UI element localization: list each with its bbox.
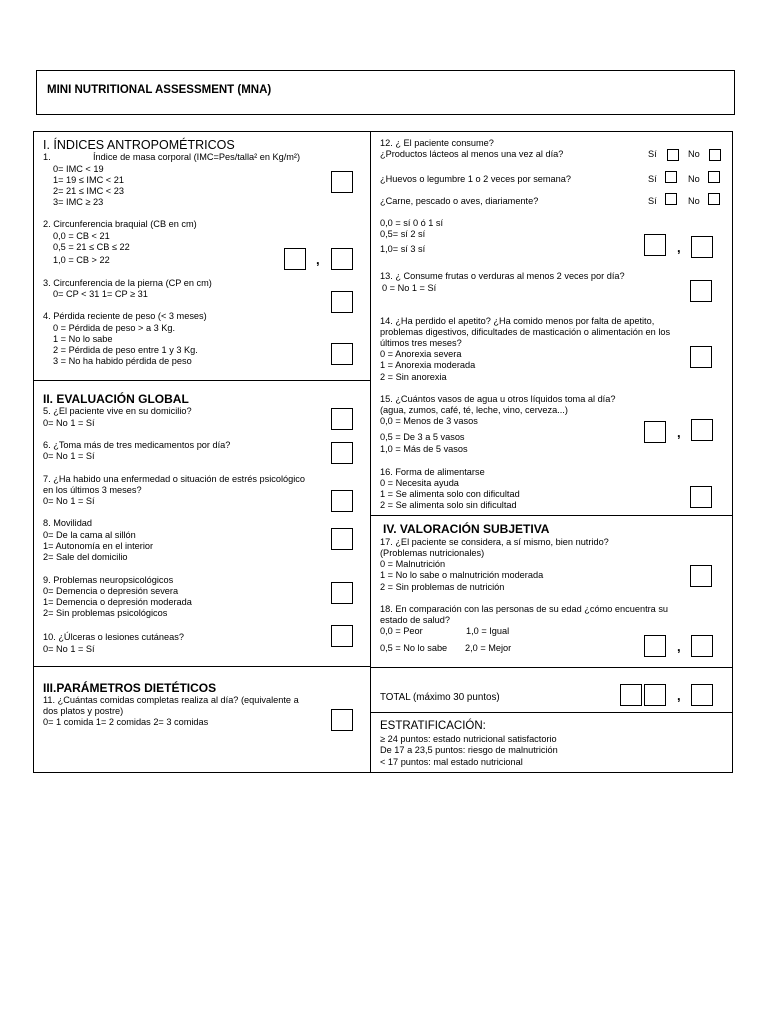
q7-score-box[interactable] <box>331 490 353 512</box>
total-score-box-tens[interactable] <box>620 684 642 706</box>
q18-decimal-comma: , <box>677 639 681 654</box>
q5-title: 5. ¿El paciente vive en su domicilio? <box>43 406 192 416</box>
q1-option: 3= IMC ≥ 23 <box>53 197 104 207</box>
q17-title: 17. ¿El paciente se considera, a sí mismo, bien nutrido? <box>380 537 609 547</box>
q15-score-box-units[interactable] <box>644 421 666 443</box>
divider-s2-s3 <box>33 666 370 667</box>
q15-option: 1,0 = Más de 5 vasos <box>380 444 468 454</box>
q9-option: 1= Demencia o depresión moderada <box>43 597 192 607</box>
q4-option: 3 = No ha habido pérdida de peso <box>53 356 192 366</box>
q2-score-box-units[interactable] <box>284 248 306 270</box>
section-4-heading: IV. VALORACIÓN SUBJETIVA <box>383 522 550 536</box>
q3-title: 3. Circunferencia de la pierna (CP en cm) <box>43 278 212 288</box>
q16-title: 16. Forma de alimentarse <box>380 467 485 477</box>
q7-title: en los últimos 3 meses? <box>43 485 142 495</box>
q9-score-box[interactable] <box>331 582 353 604</box>
q12-huevos-no-checkbox[interactable] <box>708 171 720 183</box>
section-3-heading: III.PARÁMETROS DIETÉTICOS <box>43 681 217 695</box>
q12-item: ¿Huevos o legumbre 1 o 2 veces por semana? <box>380 174 571 184</box>
total-score-box-units[interactable] <box>644 684 666 706</box>
q11-title: dos platos y postre) <box>43 706 124 716</box>
q2-score-box-decimal[interactable] <box>331 248 353 270</box>
q14-option: 2 = Sin anorexia <box>380 372 447 382</box>
section-2-heading: II. EVALUACIÓN GLOBAL <box>43 392 189 406</box>
q3-options: 0= CP < 31 1= CP ≥ 31 <box>53 289 148 299</box>
q12-title: 12. ¿ El paciente consume? <box>380 138 494 148</box>
q8-option: 0= De la cama al sillón <box>43 530 136 540</box>
q13-score-box[interactable] <box>690 280 712 302</box>
q5-options: 0= No 1 = Sí <box>43 418 95 428</box>
q8-title: 8. Movilidad <box>43 518 93 528</box>
q11-score-box[interactable] <box>331 709 353 731</box>
q12-item: ¿Productos lácteos al menos una vez al día? <box>380 149 564 159</box>
q14-title: 14. ¿Ha perdido el apetito? ¿Ha comido menos por falta de apetito, <box>380 316 655 326</box>
q14-title: últimos tres meses? <box>380 338 462 348</box>
column-divider <box>370 131 371 773</box>
divider-s1-s2 <box>33 380 370 381</box>
divider-q16-s4 <box>370 515 733 516</box>
q2-option: 0,0 = CB < 21 <box>53 231 110 241</box>
q18-option: 2,0 = Mejor <box>465 643 512 653</box>
q14-score-box[interactable] <box>690 346 712 368</box>
q13-options: 0 = No 1 = Sí <box>382 283 437 293</box>
q10-title: 10. ¿Úlceras o lesiones cutáneas? <box>43 632 184 642</box>
q2-decimal-comma: , <box>316 252 320 267</box>
q6-score-box[interactable] <box>331 442 353 464</box>
q12-score-box-decimal[interactable] <box>691 236 713 258</box>
q11-options: 0= 1 comida 1= 2 comidas 2= 3 comidas <box>43 717 209 727</box>
q16-option: 0 = Necesita ayuda <box>380 478 459 488</box>
q4-option: 2 = Pérdida de peso entre 1 y 3 Kg. <box>53 345 198 355</box>
q15-score-box-decimal[interactable] <box>691 419 713 441</box>
stratification-heading: ESTRATIFICACIÓN: <box>380 720 486 732</box>
q15-option: 0,5 = De 3 a 5 vasos <box>380 432 465 442</box>
q6-options: 0= No 1 = Sí <box>43 451 95 461</box>
q17-option: 1 = No lo sabe o malnutrición moderada <box>380 570 544 580</box>
q12-si-label: Sí <box>648 174 657 184</box>
q17-option: 2 = Sin problemas de nutrición <box>380 582 505 592</box>
q12-no-label: No <box>688 174 700 184</box>
q12-no-label: No <box>688 149 700 159</box>
q16-option: 2 = Se alimenta solo sin dificultad <box>380 500 517 510</box>
divider-q18-total <box>370 667 733 668</box>
q12-lacteos-no-checkbox[interactable] <box>709 149 721 161</box>
q12-score-option: 0,5= sí 2 sí <box>380 229 426 239</box>
q1-option: 2= 21 ≤ IMC < 23 <box>53 186 124 196</box>
q16-score-box[interactable] <box>690 486 712 508</box>
q2-option: 0,5 = 21 ≤ CB ≤ 22 <box>53 242 130 252</box>
q18-score-box-decimal[interactable] <box>691 635 713 657</box>
q4-option: 0 = Pérdida de peso > a 3 Kg. <box>53 323 176 333</box>
stratification-item: ≥ 24 puntos: estado nutricional satisfactorio <box>380 734 557 744</box>
q10-score-box[interactable] <box>331 625 353 647</box>
q18-score-box-units[interactable] <box>644 635 666 657</box>
divider-total-strat <box>370 712 733 713</box>
q14-option: 1 = Anorexia moderada <box>380 360 476 370</box>
q8-option: 1= Autonomía en el interior <box>43 541 154 551</box>
q1-number: 1. <box>43 152 51 162</box>
q14-title: problemas digestivos, dificultades de masticación o alimentación en los <box>380 327 671 337</box>
q7-options: 0= No 1 = Sí <box>43 496 95 506</box>
q18-option: 0,0 = Peor <box>380 626 423 636</box>
q12-carne-no-checkbox[interactable] <box>708 193 720 205</box>
q1-score-box[interactable] <box>331 171 353 193</box>
q9-option: 2= Sin problemas psicológicos <box>43 608 168 618</box>
stratification-item: De 17 a 23,5 puntos: riesgo de malnutrición <box>380 745 558 755</box>
q4-title: 4. Pérdida reciente de peso (< 3 meses) <box>43 311 207 321</box>
q18-title: estado de salud? <box>380 615 450 625</box>
q6-title: 6. ¿Toma más de tres medicamentos por día? <box>43 440 231 450</box>
q12-huevos-si-checkbox[interactable] <box>665 171 677 183</box>
q5-score-box[interactable] <box>331 408 353 430</box>
q17-title: (Problemas nutricionales) <box>380 548 485 558</box>
q16-option: 1 = Se alimenta solo con dificultad <box>380 489 520 499</box>
q12-score-option: 0,0 = sí 0 ó 1 sí <box>380 218 444 228</box>
q18-option: 1,0 = Igual <box>466 626 510 636</box>
q1-option: 0= IMC < 19 <box>53 164 104 174</box>
q7-title: 7. ¿Ha habido una enfermedad o situación de estrés psicológico <box>43 474 306 484</box>
q12-item: ¿Carne, pescado o aves, diariamente? <box>380 196 539 206</box>
q14-option: 0 = Anorexia severa <box>380 349 462 359</box>
stratification-item: < 17 puntos: mal estado nutricional <box>380 757 523 767</box>
q1-title: Índice de masa corporal (IMC=Pes/talla² en Kg/m²) <box>93 152 301 162</box>
q18-title: 18. En comparación con las personas de su edad ¿cómo encuentra su <box>380 604 669 614</box>
q12-lacteos-si-checkbox[interactable] <box>667 149 679 161</box>
page-title: MINI NUTRITIONAL ASSESSMENT (MNA) <box>47 84 272 96</box>
q2-option: 1,0 = CB > 22 <box>53 255 110 265</box>
q12-decimal-comma: , <box>677 240 681 255</box>
total-decimal-comma: , <box>677 688 681 703</box>
q13-title: 13. ¿ Consume frutas o verduras al menos 2 veces por día? <box>380 271 625 281</box>
q12-si-label: Sí <box>648 196 657 206</box>
total-label: TOTAL (máximo 30 puntos) <box>380 692 500 703</box>
q2-title: 2. Circunferencia braquial (CB en cm) <box>43 219 197 229</box>
q8-score-box[interactable] <box>331 528 353 550</box>
q3-score-box[interactable] <box>331 291 353 313</box>
q12-score-option: 1,0= sí 3 sí <box>380 244 426 254</box>
q10-options: 0= No 1 = Sí <box>43 644 95 654</box>
q18-option: 0,5 = No lo sabe <box>380 643 448 653</box>
q15-option: 0,0 = Menos de 3 vasos <box>380 416 478 426</box>
section-1-heading: I. ÍNDICES ANTROPOMÉTRICOS <box>43 138 235 152</box>
q12-si-label: Sí <box>648 149 657 159</box>
q9-option: 0= Demencia o depresión severa <box>43 586 179 596</box>
q8-option: 2= Sale del domicilio <box>43 552 128 562</box>
q15-decimal-comma: , <box>677 425 681 440</box>
q4-option: 1 = No lo sabe <box>53 334 113 344</box>
total-score-box-decimal[interactable] <box>691 684 713 706</box>
q15-title: 15. ¿Cuántos vasos de agua u otros líquidos toma al día? <box>380 394 616 404</box>
q15-title: (agua, zumos, café, té, leche, vino, cerveza...) <box>380 405 568 415</box>
q11-title: 11. ¿Cuántas comidas completas realiza al día? (equivalente a <box>43 695 299 705</box>
q12-carne-si-checkbox[interactable] <box>665 193 677 205</box>
q1-option: 1= 19 ≤ IMC < 21 <box>53 175 124 185</box>
q17-option: 0 = Malnutrición <box>380 559 446 569</box>
q12-no-label: No <box>688 196 700 206</box>
q12-score-box-units[interactable] <box>644 234 666 256</box>
q9-title: 9. Problemas neuropsicológicos <box>43 575 174 585</box>
q4-score-box[interactable] <box>331 343 353 365</box>
q17-score-box[interactable] <box>690 565 712 587</box>
